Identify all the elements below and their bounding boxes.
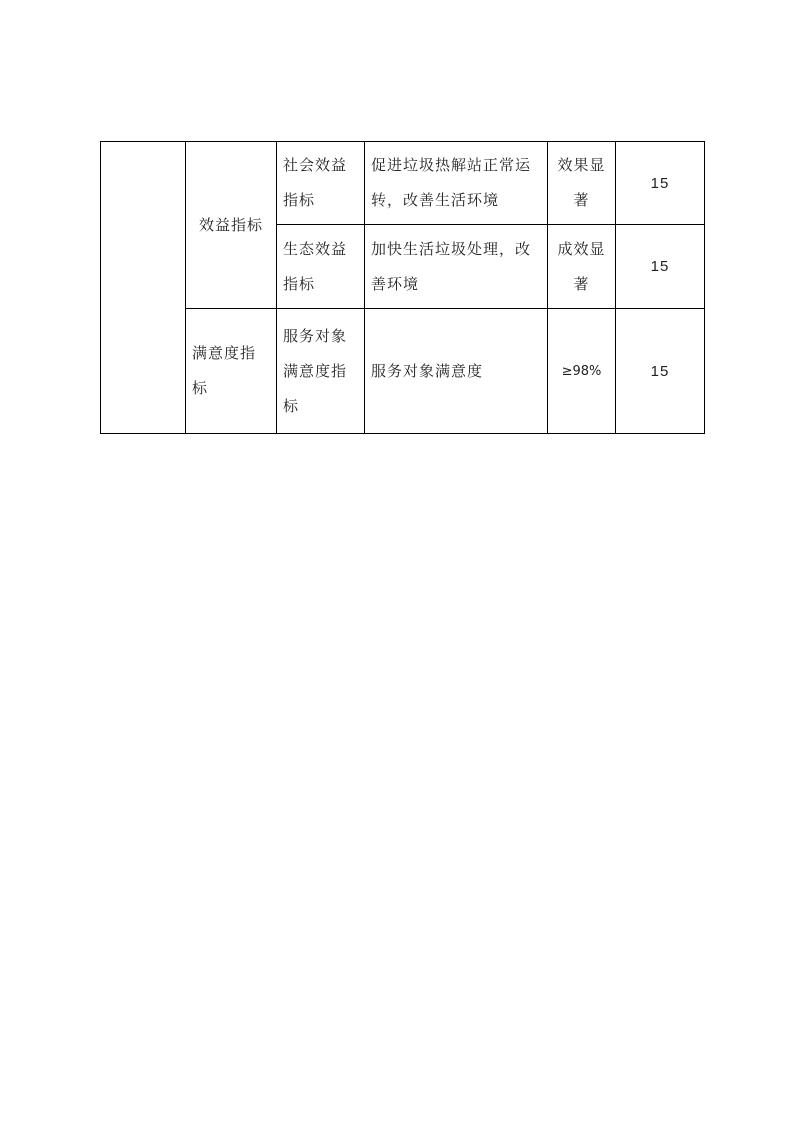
target-value-cell: 成效显著 (548, 225, 616, 309)
score-cell: 15 (616, 142, 705, 225)
performance-indicator-table (100, 141, 705, 434)
level1-indicator-cell (101, 142, 186, 434)
level3-indicator-cell: 社会效益指标 (277, 142, 365, 225)
indicator-content-cell: 加快生活垃圾处理，改善环境 (365, 225, 548, 309)
indicator-content-cell: 服务对象满意度 (365, 309, 548, 434)
target-value-cell: 效果显著 (548, 142, 616, 225)
score-cell: 15 (616, 225, 705, 309)
target-value-cell: ≥98% (548, 309, 616, 434)
level2-indicator-cell: 效益指标 (186, 142, 277, 309)
level3-indicator-cell: 生态效益指标 (277, 225, 365, 309)
level3-indicator-cell: 服务对象满意度指标 (277, 309, 365, 434)
table-row (101, 309, 705, 434)
indicator-content-cell: 促进垃圾热解站正常运转，改善生活环境 (365, 142, 548, 225)
score-cell: 15 (616, 309, 705, 434)
table-row (101, 142, 705, 225)
level2-indicator-cell: 满意度指标 (186, 309, 277, 434)
